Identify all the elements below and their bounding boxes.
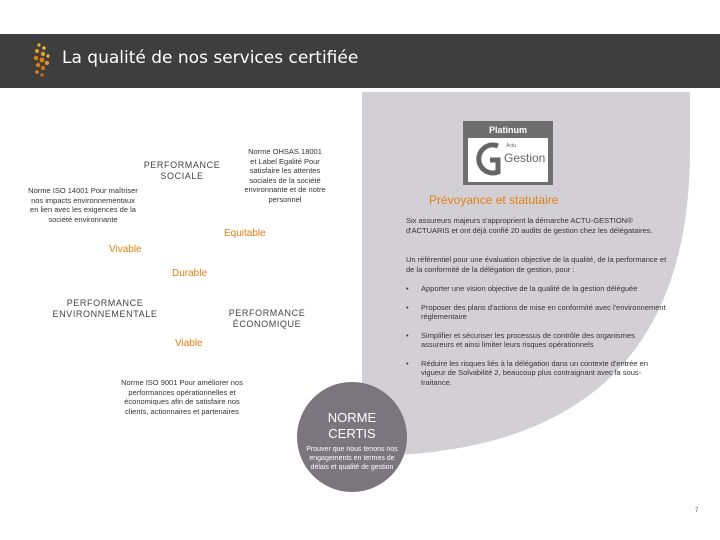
page-title: La qualité de nos services certifiée [62, 48, 359, 68]
intro-text: Six assureurs majeurs s'approprient la démarche ACTU-GESTION® d'ACTUARIS et ont déjà confié 20 audits de gestion chez les délégataires. [406, 216, 653, 235]
bullet-icon: • [406, 358, 409, 368]
referentiel-text: Un référentiel pour une évaluation objective de la qualité, de la performance et de la conformité de la délégation de gestion, pour : [406, 255, 667, 274]
performance-sociale-label: PERFORMANCE SOCIALE [143, 160, 221, 181]
vivable-label: Vivable [109, 244, 142, 255]
objectives-list [406, 284, 666, 396]
list-item: • Apporter une vision objective de la qualité de la gestion déléguée [406, 284, 638, 293]
list-item: • Proposer des plans d'actions de mise en conformité avec l'environnement réglementaire [406, 302, 666, 321]
performance-environnementale-label: PERFORMANCE ENVIRONNEMENTALE [52, 298, 158, 319]
bullet-icon: • [406, 302, 409, 312]
section-title: Prévoyance et statutaire [429, 193, 559, 207]
ohsas-norm-note: Norme OHSAS 18001 et Label Egalité Pour satisfaire les attentes sociales de la société environnante et de notre personnel [244, 147, 326, 204]
performance-economique-label: PERFORMANCE ÉCONOMIQUE [228, 308, 306, 329]
bullet-icon: • [406, 330, 409, 340]
list-item: • Réduire les risques liés à la délégation dans un contexte d'entrée en vigueur de Solvabilité 2, beaucoup plus contraignant avec la sous-traitance. [406, 358, 648, 387]
badge-brand-small: Actu [506, 143, 517, 149]
norme-certis-title: NORME CERTIS [327, 410, 377, 441]
iso14001-norm-note: Norme ISO 14001 Pour maîtriser nos impacts environnementaux en lien avec les exigences de la société environnante [28, 186, 138, 224]
certification-badge [463, 121, 553, 185]
equitable-label: Equitable [224, 228, 266, 239]
bullet-icon: • [406, 284, 409, 293]
norme-certis-subtitle: Prouver que nous tenons nos engagements en termes de délais et qualité de gestion [306, 446, 398, 471]
actu-gestion-logo [468, 138, 548, 182]
list-item: • Simplifier et sécuriser les processus de contrôle des organismes assureurs et ainsi limiter leurs risques opérationnels [406, 330, 635, 349]
gestion-g-icon [470, 138, 506, 182]
iso9001-norm-note: Norme ISO 9001 Pour améliorer nos performances opérationnelles et économiques afin de satisfaire nos clients, actionnaires et partenaires [121, 378, 243, 416]
durable-label: Durable [172, 268, 208, 279]
viable-label: Viable [175, 338, 203, 349]
badge-title: Platinum [488, 125, 527, 135]
page-number: 7 [695, 508, 699, 514]
badge-brand: Gestion [504, 151, 546, 165]
